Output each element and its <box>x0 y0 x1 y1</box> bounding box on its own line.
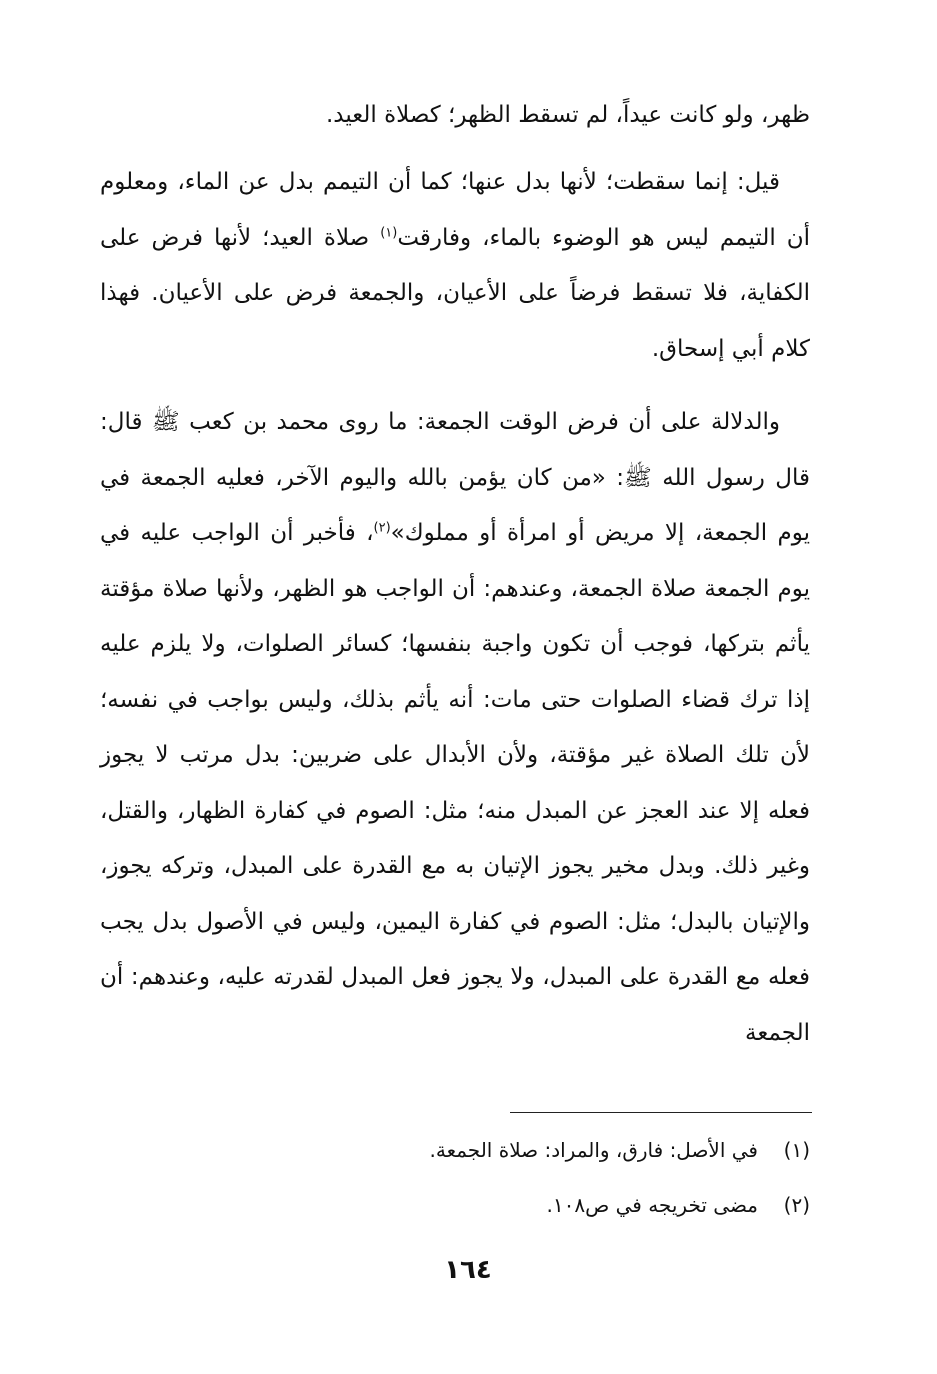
page-number: ١٦٤ <box>444 1255 492 1285</box>
paragraph-3-text-a: والدلالة على أن فرض الوقت الجمعة: ما روى محمد بن كعب ﷺ قال: قال رسول الله ﷺ: «من كان يؤمن بالله واليوم الآخر، فعليه الجمعة في يوم الجمعة، إلا مريض أو امرأة أو مملوك» <box>100 409 810 546</box>
footnote-ref-2[interactable]: (٢) <box>373 520 391 536</box>
paragraph-2-text-a: قيل: إنما سقطت؛ لأنها بدل عنها؛ كما أن التيمم بدل عن الماء، ومعلوم أن التيمم ليس هو الوضوء بالماء، وفارقت <box>100 169 810 251</box>
paragraph-3-text-b: ، فأخبر أن الواجب عليه في يوم الجمعة صلاة الجمعة، وعندهم: أن الواجب هو الظهر، ولأنها صلاة مؤقتة يأثم بتركها، فوجب أن تكون واجبة بنفسها؛ كسائر الصلوات، ولا يلزم عليه إذا ترك قضاء الصلوات حتى مات: أنه يأثم بذلك، وليس بواجب في نفسه؛ لأن تلك الصلاة غير مؤقتة، ولأن الأبدال على ضربين: بدل مرتب لا يجوز فعله إلا عند العجز عن المبدل منه؛ مثل: الصوم في كفارة الظهار، والقتل، وغير ذلك. وبدل مخير يجوز الإتيان به مع القدرة على المبدل، وتركه يجوز، والإتيان بالبدل؛ مثل: الصوم في كفارة اليمين، وليس في الأصول بدل يجب فعله مع القدرة على المبدل، ولا يجوز فعل المبدل لقدرته عليه، وعندهم: أن الجمعة <box>100 520 810 1046</box>
paragraph-2-text-b: صلاة العيد؛ لأنها فرض على الكفاية، فلا تسقط فرضاً على الأعيان، والجمعة فرض على الأعيان. فهذا كلام أبي إسحاق. <box>100 224 810 362</box>
footnote-2-number: (٢) <box>783 1193 810 1217</box>
footnote-2 <box>100 1190 810 1220</box>
footnote-ref-1[interactable]: (١) <box>380 224 398 240</box>
footnote-2-text: مضى تخريجه في ص١٠٨. <box>546 1193 758 1217</box>
footnote-1 <box>100 1135 810 1165</box>
footnote-1-number: (١) <box>783 1138 810 1162</box>
body-paragraph-3 <box>100 395 810 1061</box>
body-paragraph-2 <box>100 155 810 377</box>
paragraph-1-text: ظهر، ولو كانت عيداً، لم تسقط الظهر؛ كصلاة العيد. <box>325 102 810 128</box>
footnote-divider <box>510 1112 812 1113</box>
body-paragraph-1 <box>100 88 810 144</box>
footnote-1-text: في الأصل: فارق، والمراد: صلاة الجمعة. <box>429 1138 758 1162</box>
